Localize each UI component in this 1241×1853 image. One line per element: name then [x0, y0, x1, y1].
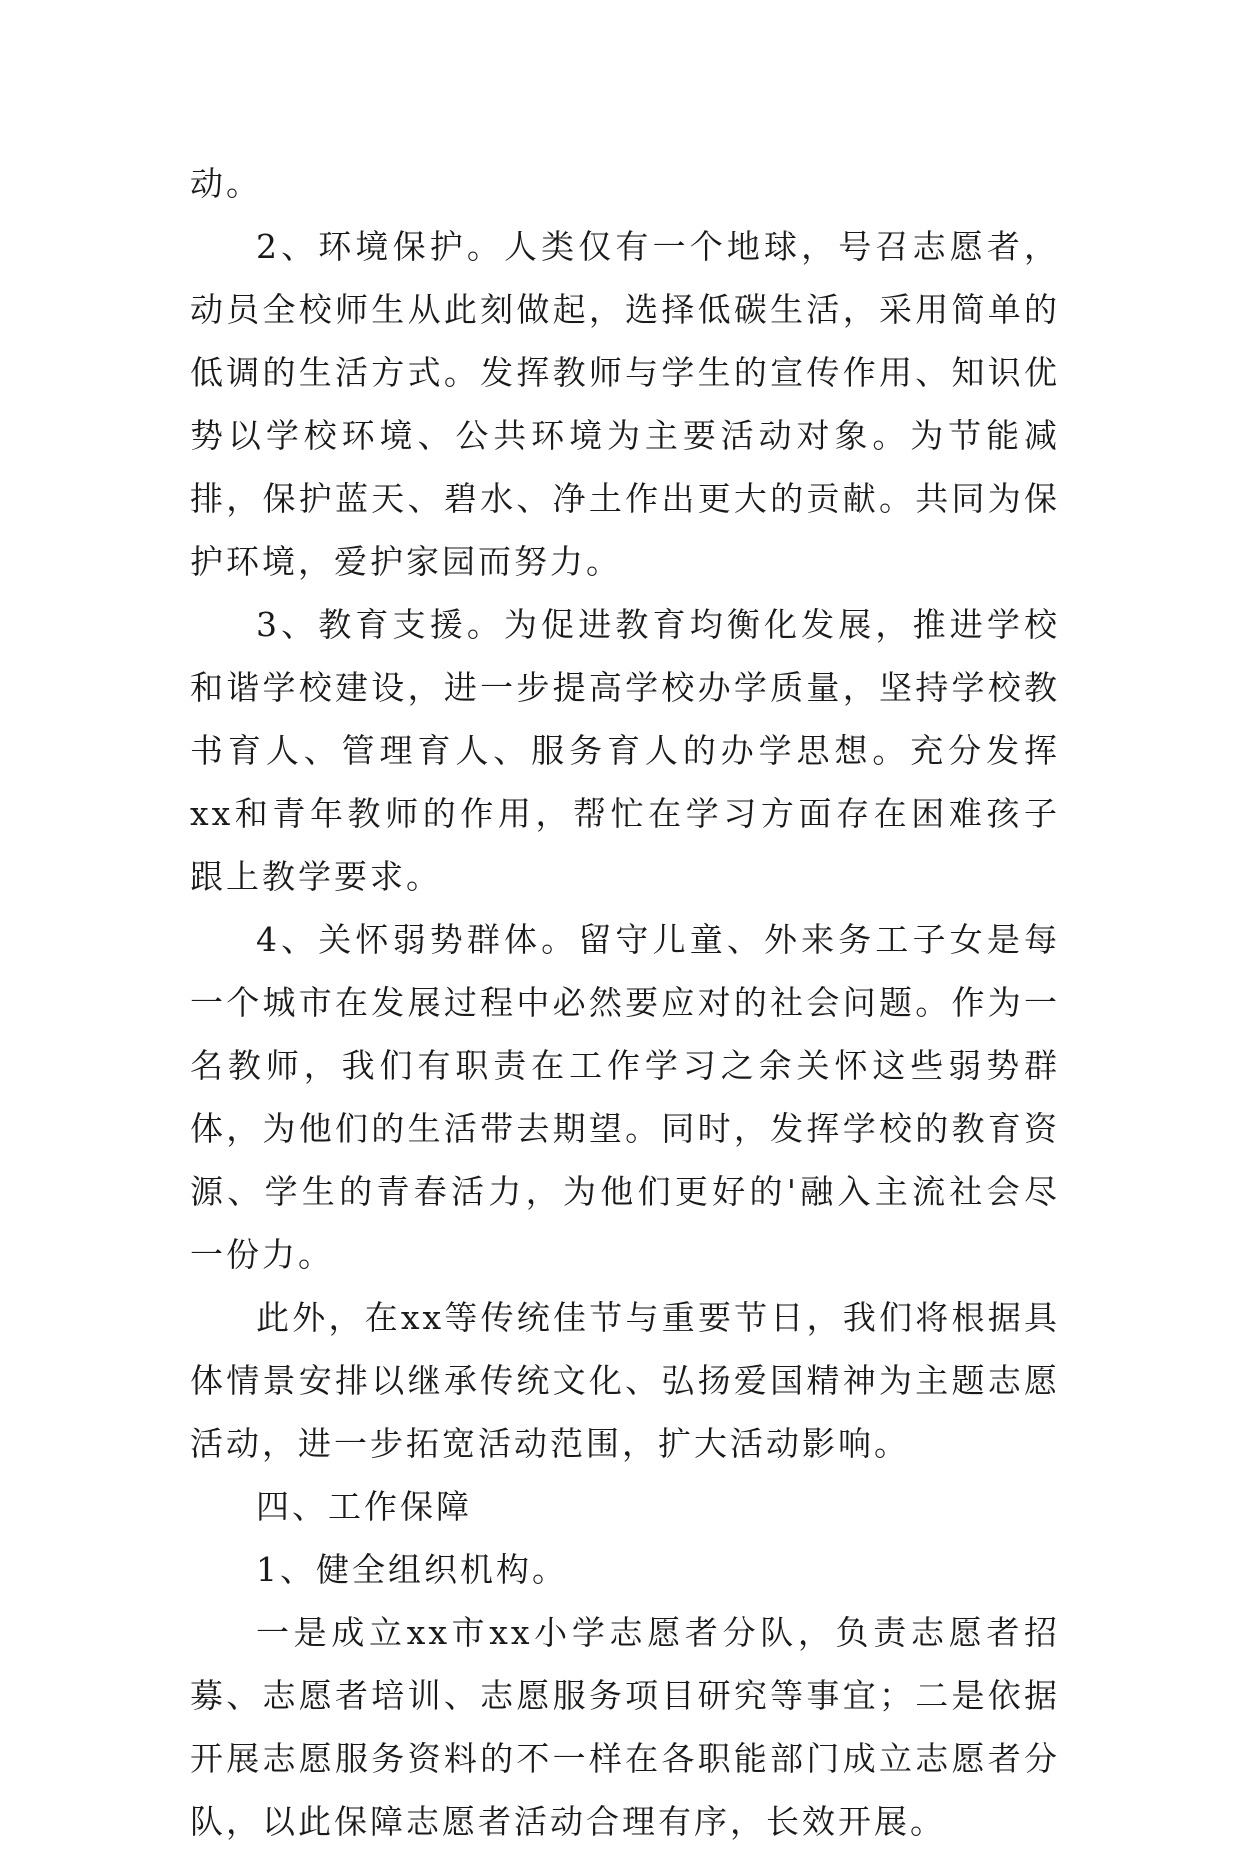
paragraph: 此外，在xx等传统佳节与重要节日，我们将根据具体情景安排以继承传统文化、弘扬爱国精神为主题志愿活动，进一步拓宽活动范围，扩大活动影响。: [190, 1298, 1060, 1463]
paragraph: 3、教育支援。为促进教育均衡化发展，推进学校和谐学校建设，进一步提高学校办学质量，坚持学校教书育人、管理育人、服务育人的办学思想。充分发挥xx和青年教师的作用，帮忙在学习方面存在困难孩子跟上教学要求。: [190, 605, 1060, 896]
paragraph: 动。: [190, 164, 262, 203]
paragraph: 4、关怀弱势群体。留守儿童、外来务工子女是每一个城市在发展过程中必然要应对的社会问题。作为一名教师，我们有职责在工作学习之余关怀这些弱势群体，为他们的生活带去期望。同时，发挥学校的教育资源、学生的青春活力，为他们更好的'融入主流社会尽一份力。: [190, 920, 1060, 1274]
document-body: [190, 152, 1060, 1853]
paragraph: 2、环境保护。人类仅有一个地球，号召志愿者，动员全校师生从此刻做起，选择低碳生活，采用简单的低调的生活方式。发挥教师与学生的宣传作用、知识优势以学校环境、公共环境为主要活动对象。为节能减排，保护蓝天、碧水、净土作出更大的贡献。共同为保护环境，爱护家园而努力。: [190, 227, 1060, 581]
section-heading: 四、工作保障: [256, 1487, 472, 1526]
paragraph: 一是成立xx市xx小学志愿者分队，负责志愿者招募、志愿者培训、志愿服务项目研究等事宜；二是依据开展志愿服务资料的不一样在各职能部门成立志愿者分队，以此保障志愿者活动合理有序，长效开展。: [190, 1613, 1060, 1841]
subsection-heading: 1、健全组织机构。: [256, 1550, 568, 1589]
